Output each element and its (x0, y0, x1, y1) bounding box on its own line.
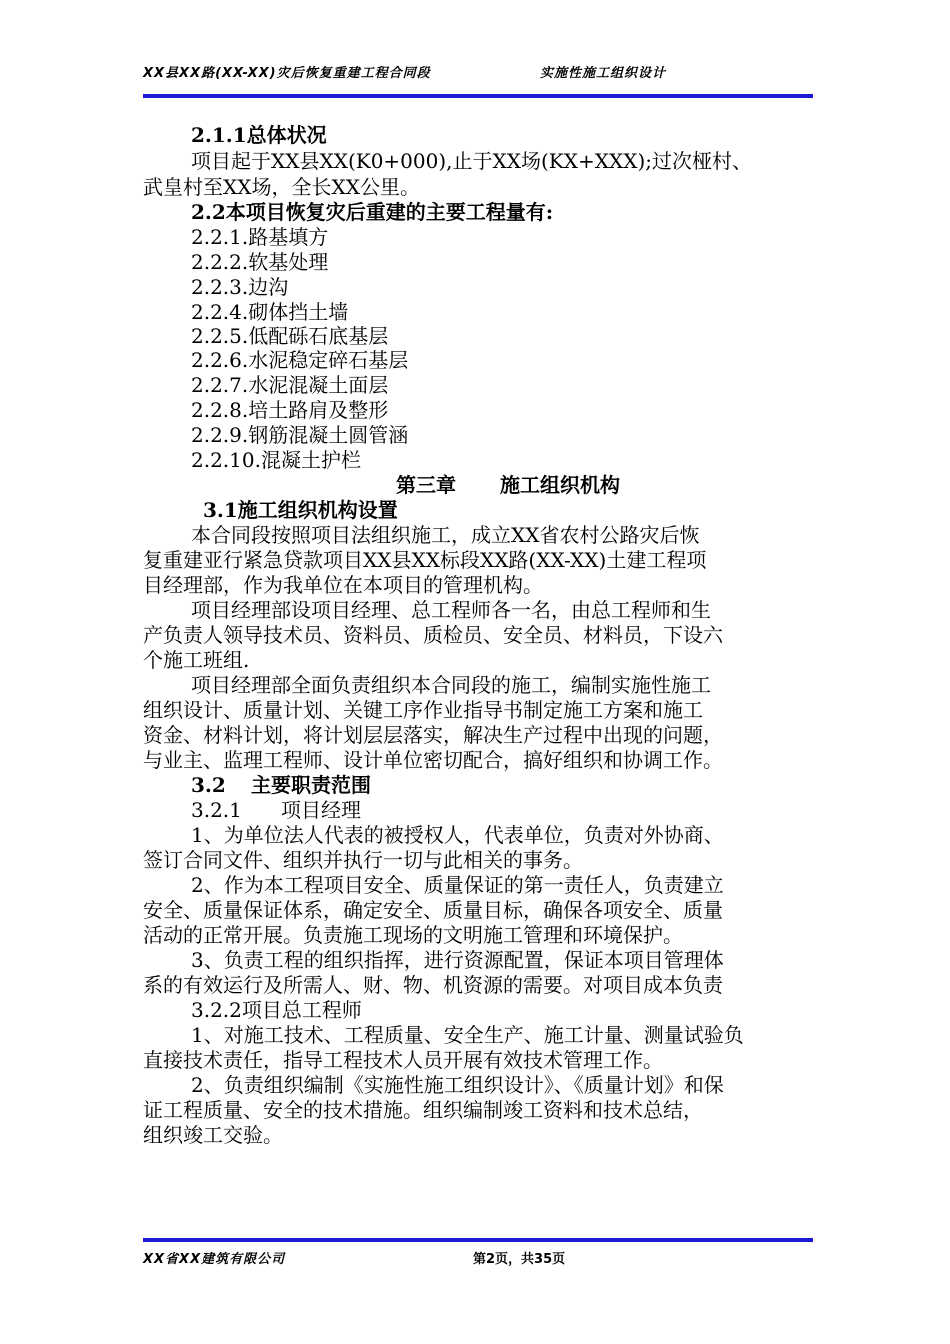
header-project-title: XX县XX路(XX-XX)灾后恢复重建工程合同段 (143, 66, 431, 81)
paragraph-2-line-1: 本合同段按照项目法组织施工，成立XX省农村公路灾后恢 (191, 523, 700, 547)
heading-3-2-2: 3.2.2项目总工程师 (191, 998, 362, 1022)
paragraph-6-line-3: 活动的正常开展。负责施工现场的文明施工管理和环境保护。 (143, 923, 683, 947)
header-rule (143, 94, 813, 98)
heading-3-2-1-title: 项目经理 (281, 798, 361, 822)
list-item: 2.2.7.水泥混凝土面层 (191, 373, 389, 397)
header-doc-title: 实施性施工组织设计 (540, 66, 667, 81)
list-item: 2.2.5.低配砾石底基层 (191, 324, 389, 348)
paragraph-2-line-3: 目经理部，作为我单位在本项目的管理机构。 (143, 573, 543, 597)
paragraph-5-line-1: 1、为单位法人代表的被授权人，代表单位，负责对外协商、 (191, 823, 724, 847)
heading-3-2-title: 主要职责范围 (251, 773, 371, 797)
list-item: 2.2.8.培土路肩及整形 (191, 398, 389, 422)
list-item: 2.2.6.水泥稳定碎石基层 (191, 348, 409, 372)
list-item: 2.2.2.软基处理 (191, 250, 329, 274)
paragraph-9-line-1: 2、负责组织编制《实施性施工组织设计》、《质量计划》和保 (191, 1073, 724, 1097)
heading-3-2-number: 3.2 (191, 773, 226, 797)
footer-page-number: 第2页，共35页 (473, 1252, 566, 1267)
paragraph-3-line-2: 产负责人领导技术员、资料员、质检员、安全员、材料员，下设六 (143, 623, 723, 647)
paragraph-7-line-1: 3、负责工程的组织指挥，进行资源配置，保证本项目管理体 (191, 948, 724, 972)
paragraph-4-line-4: 与业主、监理工程师、设计单位密切配合，搞好组织和协调工作。 (143, 748, 723, 772)
paragraph-1-line-1: 项目起于XX县XX(K0+000),止于XX场(KX+XXX);过次桠村、 (191, 149, 752, 173)
paragraph-9-line-3: 组织竣工交验。 (143, 1123, 283, 1147)
paragraph-1-line-2: 武皇村至XX场，全长XX公里。 (143, 175, 420, 199)
list-item: 2.2.9.钢筋混凝土圆管涵 (191, 423, 409, 447)
list-item: 2.2.10.混凝土护栏 (191, 448, 361, 472)
list-item: 2.2.3.边沟 (191, 275, 289, 299)
paragraph-5-line-2: 签订合同文件、组织并执行一切与此相关的事务。 (143, 848, 583, 872)
list-item: 2.2.1.路基填方 (191, 225, 329, 249)
paragraph-3-line-1: 项目经理部设项目经理、总工程师各一名，由总工程师和生 (191, 598, 711, 622)
paragraph-4-line-1: 项目经理部全面负责组织本合同段的施工，编制实施性施工 (191, 673, 711, 697)
paragraph-4-line-2: 组织设计、质量计划、关键工序作业指导书制定施工方案和施工 (143, 698, 703, 722)
footer-company: XX省XX建筑有限公司 (143, 1252, 286, 1267)
page-header (143, 62, 813, 84)
paragraph-8-line-1: 1、对施工技术、工程质量、安全生产、施工计量、测量试验负 (191, 1023, 744, 1047)
chapter-title: 施工组织机构 (500, 473, 620, 497)
list-item: 2.2.4.砌体挡土墙 (191, 300, 349, 324)
paragraph-2-line-2: 复重建亚行紧急贷款项目XX县XX标段XX路(XX-XX)土建工程项 (143, 548, 707, 572)
paragraph-6-line-2: 安全、质量保证体系，确定安全、质量目标，确保各项安全、质量 (143, 898, 723, 922)
heading-3-1: 3.1施工组织机构设置 (203, 498, 398, 522)
chapter-number: 第三章 (396, 473, 456, 497)
paragraph-6-line-1: 2、作为本工程项目安全、质量保证的第一责任人，负责建立 (191, 873, 724, 897)
footer-rule (143, 1238, 813, 1242)
heading-3-2-1-number: 3.2.1 (191, 798, 242, 822)
heading-2-1-1: 2.1.1总体状况 (191, 123, 327, 147)
paragraph-3-line-3: 个施工班组. (143, 648, 250, 672)
paragraph-9-line-2: 证工程质量、安全的技术措施。组织编制竣工资料和技术总结， (143, 1098, 703, 1122)
page-footer (143, 1248, 813, 1268)
heading-2-2: 2.2本项目恢复灾后重建的主要工程量有: (191, 200, 554, 224)
paragraph-8-line-2: 直接技术责任，指导工程技术人员开展有效技术管理工作。 (143, 1048, 663, 1072)
paragraph-4-line-3: 资金、材料计划，将计划层层落实，解决生产过程中出现的问题， (143, 723, 723, 747)
paragraph-7-line-2: 系的有效运行及所需人、财、物、机资源的需要。对项目成本负责 (143, 973, 723, 997)
